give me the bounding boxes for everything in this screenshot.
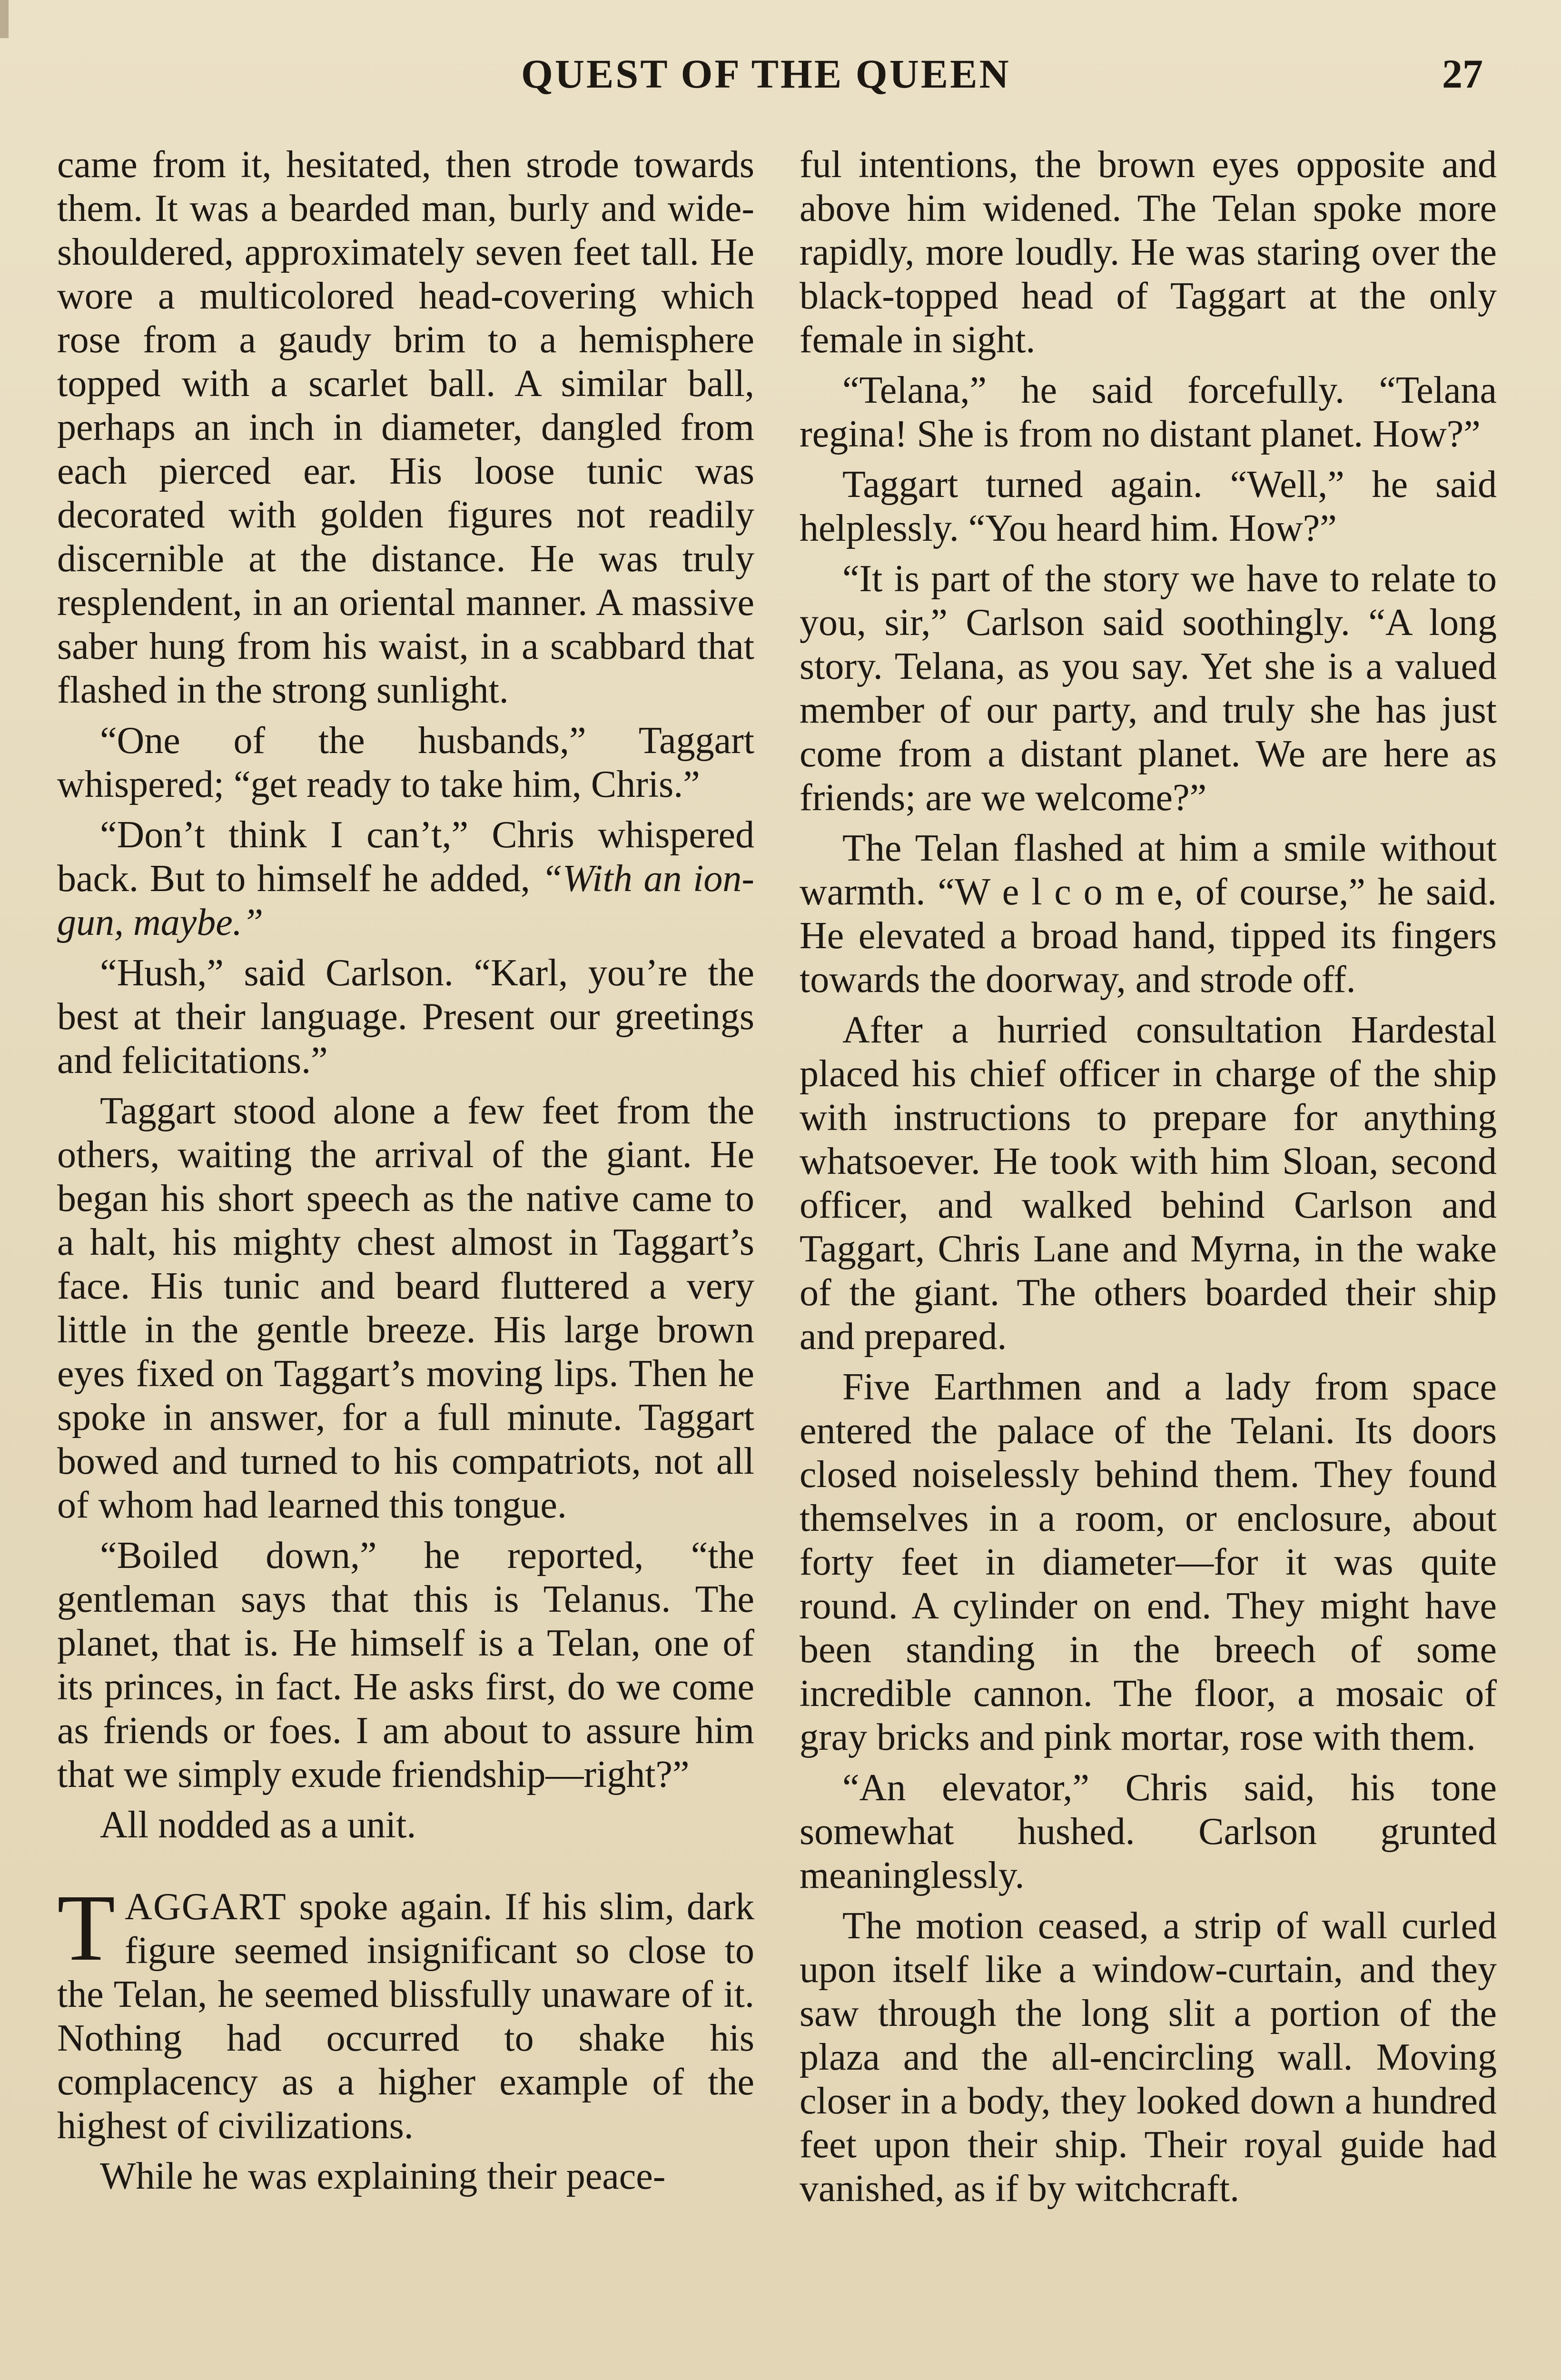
running-title: QUEST OF THE QUEEN (521, 51, 1011, 97)
paragraph (57, 813, 754, 944)
paragraph-text: “Don’t think I can’t,” Chris whispered back. But to himself he added, (57, 814, 754, 900)
paragraph: “Telana,” he said forcefully. “Telana regina! She is from no distant planet. How?” (800, 369, 1497, 455)
paragraph: The motion ceased, a strip of wall curled upon itself like a window-curtain, and they saw through the long slit a portion of the plaza and the all-encircling wall. Moving closer in a body, they looked down a hundred feet upon their ship. Their royal guide had vanished, as if by witchcraft. (800, 1905, 1497, 2210)
page-number: 27 (1442, 51, 1483, 97)
paragraph: All nodded as a unit. (100, 1804, 416, 1846)
paragraph: “Hush,” said Carlson. “Karl, you’re the best at their language. Present our greetings and felicitations.” (57, 952, 754, 1081)
section-opening-paragraph (57, 1875, 754, 2148)
page-header (0, 45, 1561, 102)
paragraph-text: spoke again. If his slim, dark figure seemed insignificant so close to the Telan, he seemed blissfully unaware of it. Nothing had occurred to shake his complacency as a higher example of the highest of civilizations. (57, 1886, 754, 2147)
paragraph: After a hurried consultation Hardestal placed his chief officer in charge of the ship with instructions to prepare for anything whatsoever. He took with him Sloan, second officer, and walked behind Carlson and Taggart, Chris Lane and Myrna, in the wake of the giant. The others boarded their ship and prepared. (800, 1009, 1497, 1358)
paragraph: Taggart turned again. “Well,” he said helplessly. “You heard him. How?” (800, 464, 1497, 549)
paragraph: “Boiled down,” he reported, “the gentleman says that this is Telanus. The planet, that is. He himself is a Telan, one of its princes, in fact. He asks first, do we come as friends or foes. I am about to assure him that we simply exude friendship—right?” (57, 1535, 754, 1795)
paragraph: Taggart stood alone a few feet from the others, waiting the arrival of the giant. He began his short speech as the native came to a halt, his mighty chest almost in Taggart’s face. His tunic and beard fluttered a very little in the gentle breeze. His large brown eyes fixed on Taggart’s moving lips. Then he spoke in answer, for a full minute. Taggart bowed and turned to his compatriots, not all of whom had learned this tongue. (57, 1090, 754, 1526)
right-column (800, 143, 1497, 2217)
left-column (57, 143, 754, 2205)
page-edge-mark (0, 0, 9, 38)
paragraph: While he was explaining their peace- (100, 2155, 666, 2197)
paragraph: “An elevator,” Chris said, his tone somewhat hushed. Carlson grunted meaninglessly. (800, 1767, 1497, 1896)
paragraph: The Telan flashed at him a smile without warmth. “W e l c o m e, of course,” he said. He elevated a broad hand, tipped its fingers towards the doorway, and strode off. (800, 827, 1497, 1001)
paragraph: “It is part of the story we have to relate to you, sir,” Carlson said soothingly. “A long story. Telana, as you say. Yet she is a valued member of our party, and truly she has just come from a distant planet. We are here as friends; are we welcome?” (800, 558, 1497, 819)
italic-thought: “With an ion-gun, maybe.” (57, 858, 755, 943)
drop-cap: T (57, 1875, 116, 1981)
small-caps-word: AGGART (125, 1886, 287, 1928)
paragraph: Five Earthmen and a lady from space entered the palace of the Telani. Its doors closed noiselessly behind them. They found themselves in a room, or enclosure, about forty feet in diameter—for it was quite round. A cylinder on end. They might have been standing in the breech of some incredible cannon. The floor, a mosaic of gray bricks and pink mortar, rose with them. (800, 1366, 1497, 1758)
paragraph: ful intentions, the brown eyes opposite and above him widened. The Telan spoke more rapidly, more loudly. He was staring over the black-topped head of Taggart at the only female in sight. (800, 144, 1497, 361)
paragraph: came from it, hesitated, then strode towards them. It was a bearded man, burly and wide-shouldered, approximately seven feet tall. He wore a multicolored head-covering which rose from a gaudy brim to a hemisphere topped with a scarlet ball. A similar ball, perhaps an inch in diameter, dangled from each pierced ear. His loose tunic was decorated with golden figures not readily discernible at the distance. He was truly resplendent, in an oriental manner. A massive saber hung from his waist, in a scabbard that flashed in the strong sunlight. (57, 144, 754, 711)
paragraph: “One of the husbands,” Taggart whispered; “get ready to take him, Chris.” (57, 720, 754, 805)
